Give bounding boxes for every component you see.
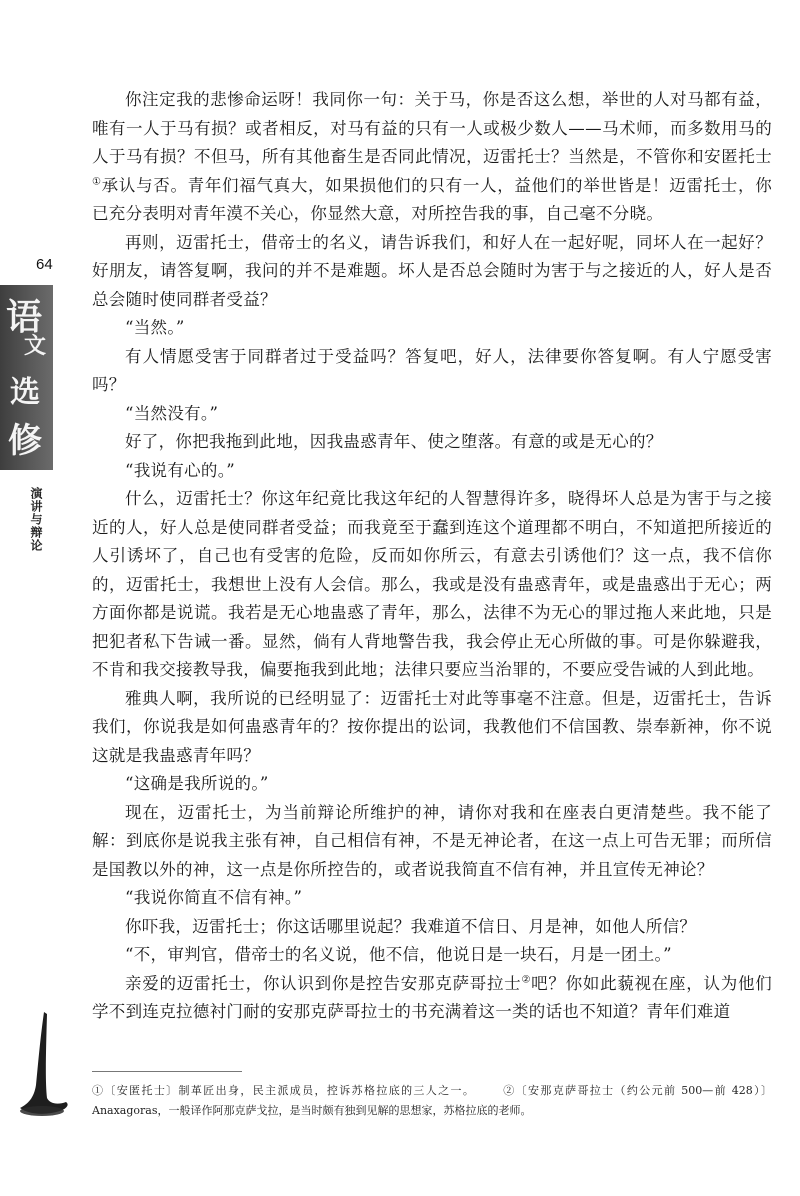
paragraph-text: 吧？你如此藐视在座，认为他们学不到连克拉德衬门耐的安那克萨哥拉士的书充满着这一类的话也不知道？青年们难道 [92,973,773,1021]
footnote-1: ①〔安匿托士〕制革匠出身，民主派成员，控诉苏格拉底的三人之一。 [92,1084,476,1097]
paragraph-text: “我说你简直不信有神。” [125,888,303,907]
paragraph [92,884,772,913]
paragraph [92,685,772,771]
paragraph-text: 承认与否。青年们福气真大，如果损他们的只有一人，益他们的举世皆是！迈雷托士，你已充分表明对青年漠不关心，你显然大意，对所控告我的事，自己毫不分晓。 [92,175,773,223]
brush-ornament-icon [14,1010,74,1120]
paragraph-text: “不，审判官，借帝士的名义说，他不信，他说日是一块石，月是一团土。” [125,945,672,964]
paragraph-text: “当然没有。” [125,403,219,423]
footnotes [92,1081,772,1121]
paragraph [92,799,772,885]
paragraph [92,970,772,1027]
side-tab-char: 选 [10,375,40,410]
paragraph [92,400,772,429]
paragraph-text: 再则，迈雷托士，借帝士的名义，请告诉我们，和好人在一起好呢，同坏人在一起好？好朋友，请答复啊，我问的并不是难题。坏人是否总会随时为害于与之接近的人，好人是否总会随时使同群者受益？ [92,232,772,309]
footnote-ref: ① [92,176,102,187]
side-tab-subtitle: 演讲与辩论 [29,487,43,552]
paragraph-text: 有人情愿受害于同群者过于受益吗？答复吧，好人，法律要你答复啊。有人宁愿受害吗？ [92,346,772,394]
footnote-2: ②〔安那克萨哥拉士（约公元前 500—前 428）〕Anaxagoras，一般译作阿那克萨戈拉，是当时颇有独到见解的思想家，苏格拉底的老师。 [92,1084,773,1117]
paragraph [92,457,772,486]
paragraph-text: “我说有心的。” [125,460,236,480]
paragraph [92,941,772,970]
paragraph-text: 好了，你把我拖到此地，因我蛊惑青年、使之堕落。有意的或是无心的？ [125,432,663,451]
paragraph-text: 亲爱的迈雷托士，你认识到你是控告安那克萨哥拉士 [125,973,522,993]
side-tab-char: 修 [8,421,42,461]
paragraph-text: 你注定我的悲惨命运呀！我同你一句：关于马，你是否这么想，举世的人对马都有益，唯有一人于马有损？或者相反，对马有益的只有一人或极少数人——马术师，而多数用马的人于马有损？不但马，所有其他畜生是否同此情况，迈雷托士？当然是，不管你和安匿托士 [92,90,772,166]
paragraph-text: “这确是我所说的。” [125,774,269,793]
paragraph-text: 雅典人啊，我所说的已经明显了：迈雷托士对此等事毫不注意。但是，迈雷托士，告诉我们，你说我是如何蛊惑青年的？按你提出的讼词，我教他们不信国教、崇奉新神，你不说这就是我蛊惑青年吗？ [92,688,772,765]
side-tab-char: 文 [24,333,47,359]
paragraph-text: 你吓我，迈雷托士；你这话哪里说起？我难道不信日、月是神，如他人所信？ [125,916,697,936]
section-side-tab [0,285,53,470]
paragraph [92,86,772,229]
paragraph [92,428,772,457]
footnote-ref: ② [521,974,532,985]
paragraph-text: 什么，迈雷托士？你这年纪竟比我这年纪的人智慧得许多，晓得坏人总是为害于与之接近的人，好人总是使同群者受益；而我竟至于蠢到连这个道理都不明白，不知道把所接近的人引诱坏了，自己也有受害的危险，反而如你所云，有意去引诱他们？这一点，我不信你的，迈雷托士，我想世上没有人会信。那么，我或是没有蛊惑青年，或是蛊惑出于无心；两方面你都是说谎。我若是无心地蛊惑了青年，那么，法律不为无心的罪过拖人来此地，只是把犯者私下告诫一番。显然，倘有人背地警告我，我会停止无心所做的事。可是你躲避我，不肯和我交接教导我，偏要拖我到此地；法律只要应当治罪的，不要应受告诫的人到此地。 [92,489,772,679]
paragraph [92,770,772,799]
paragraph [92,314,772,343]
footnote-divider [92,1071,242,1072]
paragraph [92,343,772,400]
page-number: 64 [36,256,53,273]
side-tab-char: 语 [6,296,43,338]
paragraph [92,485,772,685]
main-body-text [92,86,772,1027]
paragraph-text: 现在，迈雷托士，为当前辩论所维护的神，请你对我和在座表白更清楚些。我不能了解：到底你是说我主张有神，自己相信有神，不是无神论者，在这一点上可告无罪；而所信是国教以外的神，这一点是你所控告的，或者说我简直不信有神，并且宣传无神论？ [92,802,772,879]
paragraph [92,229,772,315]
paragraph-text: “当然。” [125,318,185,337]
paragraph [92,913,772,942]
